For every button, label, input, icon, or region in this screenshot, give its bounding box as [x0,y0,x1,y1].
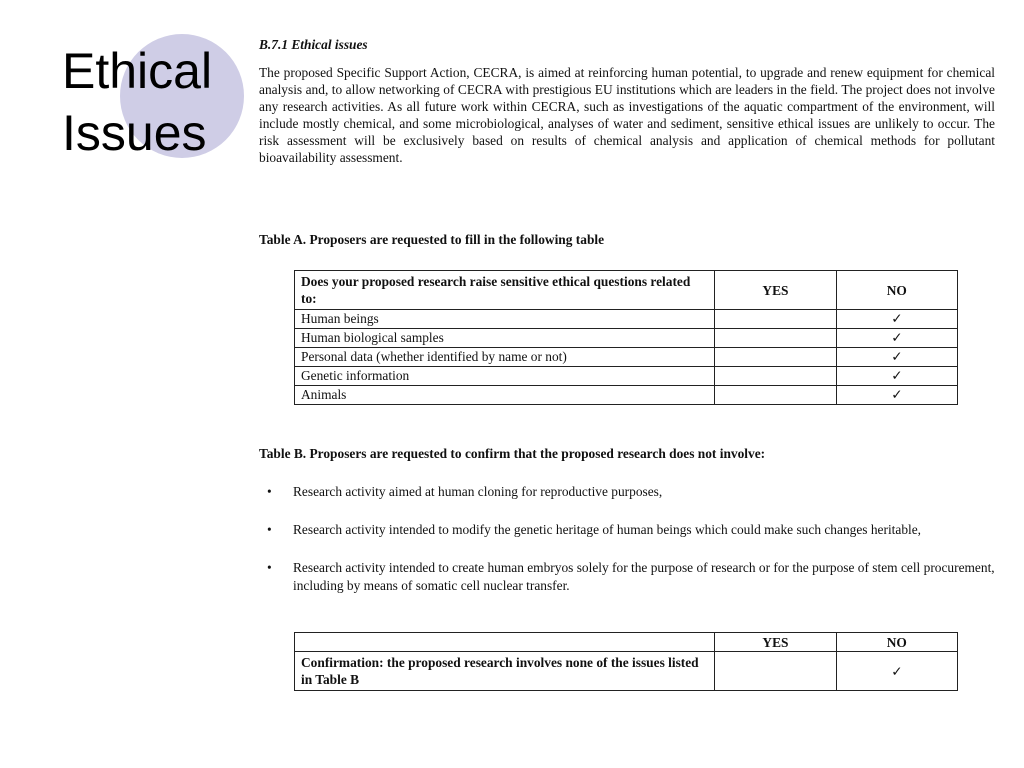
table-row [295,386,958,405]
row-no-checkmark: ✓ [836,367,957,386]
row-yes-cell [715,367,836,386]
row-label: Animals [295,386,715,405]
table-b-header-no: NO [836,633,957,652]
section-heading: B.7.1 Ethical issues [259,37,368,52]
row-no-checkmark: ✓ [836,348,957,367]
row-no-checkmark: ✓ [836,329,957,348]
list-item [259,521,995,539]
slide-title-line-1: Ethical [62,43,213,99]
table-a-header-row [295,271,958,310]
row-yes-cell [715,348,836,367]
table-a [294,270,958,405]
row-label: Human biological samples [295,329,715,348]
list-item [259,559,995,595]
bullet-icon: • [267,522,272,537]
confirmation-no-checkmark: ✓ [836,652,957,691]
table-b-header-blank [295,633,715,652]
table-a-header-question: Does your proposed research raise sensitive ethical questions related to: [295,271,715,310]
bullet-icon: • [267,484,272,499]
confirmation-label: Confirmation: the proposed research involves none of the issues listed in Table B [295,652,715,691]
confirmation-yes-cell [715,652,836,691]
row-yes-cell [715,386,836,405]
row-no-checkmark: ✓ [836,386,957,405]
table-a-caption: Table A. Proposers are requested to fill in the following table [259,232,605,247]
row-yes-cell [715,310,836,329]
document-excerpt [259,36,995,687]
table-row [295,367,958,386]
row-label: Human beings [295,310,715,329]
slide-title-line-2: Issues [62,105,207,161]
table-a-header-no: NO [836,271,957,310]
list-item-text: Research activity intended to create human embryos solely for the purpose of research or for the purpose of stem cell procurement, including by means of somatic cell nuclear transfer. [293,560,995,593]
row-label: Genetic information [295,367,715,386]
list-item-text: Research activity intended to modify the genetic heritage of human beings which could make such changes heritable, [293,522,922,537]
table-b-bullet-list [259,483,995,615]
table-b-confirmation [294,632,958,691]
row-yes-cell [715,329,836,348]
table-row [295,348,958,367]
table-row [295,310,958,329]
row-label: Personal data (whether identified by name or not) [295,348,715,367]
list-item-text: Research activity aimed at human cloning for reproductive purposes, [293,484,663,499]
table-b-caption: Table B. Proposers are requested to confirm that the proposed research does not involve: [259,446,766,461]
bullet-icon: • [267,560,272,575]
row-no-checkmark: ✓ [836,310,957,329]
table-b-header-row [295,633,958,652]
table-a-header-yes: YES [715,271,836,310]
table-row [295,652,958,691]
list-item [259,483,995,501]
table-row [295,329,958,348]
table-b-header-yes: YES [715,633,836,652]
intro-paragraph: The proposed Specific Support Action, CECRA, is aimed at reinforcing human potential, to upgrade and renew equipment for chemical analysis and, to allow networking of CECRA with prestigious EU institutions which are leaders in the field. The project does not involve any research activities. As all future work within CECRA, such as investigations of the aquatic compartment of the environment, will include mostly chemical, and some microbiological, analyses of water and sediment, sensitive ethical issues are unlikely to occur. The risk assessment will be exclusively based on results of chemical analysis and application of chemical methods for pollutant bioavailability assessment. [259,65,995,165]
slide-title [62,40,212,164]
